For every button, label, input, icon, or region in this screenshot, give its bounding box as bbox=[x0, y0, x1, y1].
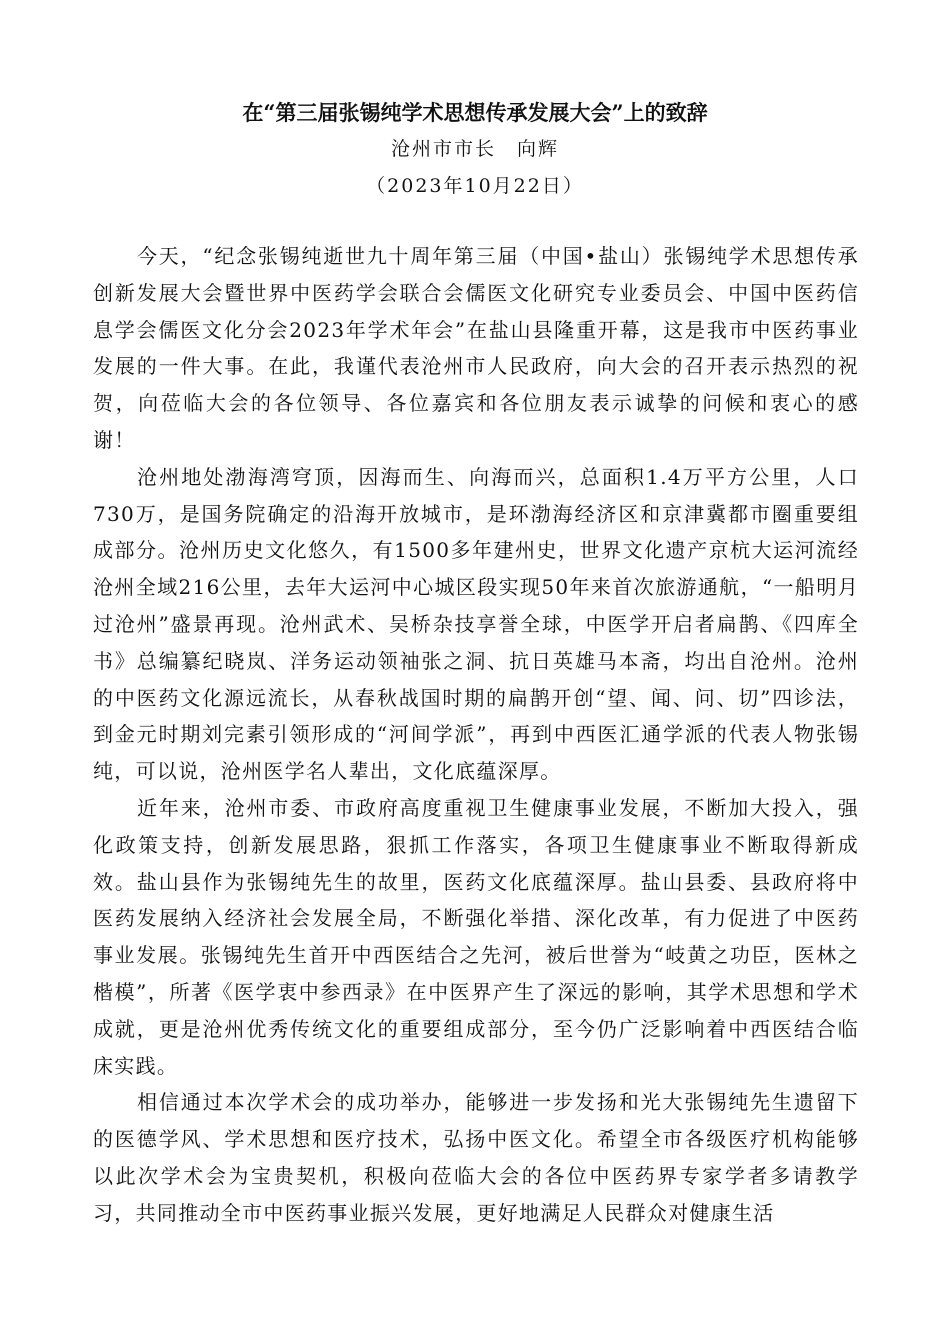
author-line: 沧州市市长 向辉 bbox=[390, 138, 559, 160]
paragraph-expectations: 相信通过本次学术会的成功举办，能够进一步发扬和光大张锡纯先生遗留下的医德学风、学术思想和医疗技术，弘扬中医文化。希望全市各级医疗机构能够以此次学术会为宝贵契机，积极向莅临大会的各位中医药界专家学者多请教学习，共同推动全市中医药事业振兴发展，更好地满足人民群众对健康生活 bbox=[93, 1090, 859, 1225]
document-title: 在“第三届张锡纯学术思想传承发展大会”上的致辞 bbox=[242, 100, 708, 125]
paragraph-health-development: 近年来，沧州市委、市政府高度重视卫生健康事业发展，不断加大投入，强化政策支持，创新发展思路，狠抓工作落实，各项卫生健康事业不断取得新成效。盐山县作为张锡纯先生的故里，医药文化底蕴深厚。盐山县委、县政府将中医药发展纳入经济社会发展全局，不断强化举措、深化改革，有力促进了中医药事业发展。张锡纯先生首开中西医结合之先河，被后世誉为“岐黄之功臣，医林之楷模”，所著《医学衷中参西录》在中医界产生了深远的影响，其学术思想和学术成就，更是沧州优秀传统文化的重要组成部分，至今仍广泛影响着中西医结合临床实践。 bbox=[93, 795, 859, 1078]
document-body bbox=[93, 238, 859, 1232]
date-line: （2023年10月22日） bbox=[366, 175, 584, 197]
paragraph-opening: 今天，“纪念张锡纯逝世九十周年第三届（中国•盐山）张锡纯学术思想传承创新发展大会暨世界中医药学会联合会儒医文化研究专业委员会、中国中医药信息学会儒医文化分会2023年学术年会”在盐山县隆重开幕，这是我市中医药事业发展的一件大事。在此，我谨代表沧州市人民政府，向大会的召开表示热烈的祝贺，向莅临大会的各位领导、各位嘉宾和各位朋友表示诚挚的问候和衷心的感谢！ bbox=[93, 244, 859, 452]
paragraph-cangzhou-intro: 沧州地处渤海湾穹顶，因海而生、向海而兴，总面积1.4万平方公里，人口730万，是国务院确定的沿海开放城市，是环渤海经济区和京津冀都市圈重要组成部分。沧州历史文化悠久，有1500多年建州史，世界文化遗产京杭大运河流经沧州全域216公里，去年大运河中心城区段实现50年来首次旅游通航，“一船明月过沧州”盛景再现。沧州武术、吴桥杂技享誉全球，中医学开启者扁鹊、《四库全书》总编纂纪晓岚、洋务运动领袖张之洞、抗日英雄马本斋，均出自沧州。沧州的中医药文化源远流长，从春秋战国时期的扁鹊开创“望、闻、问、切”四诊法，到金元时期刘完素引领形成的“河间学派”，再到中西医汇通学派的代表人物张锡纯，可以说，沧州医学名人辈出，文化底蕴深厚。 bbox=[93, 464, 859, 784]
